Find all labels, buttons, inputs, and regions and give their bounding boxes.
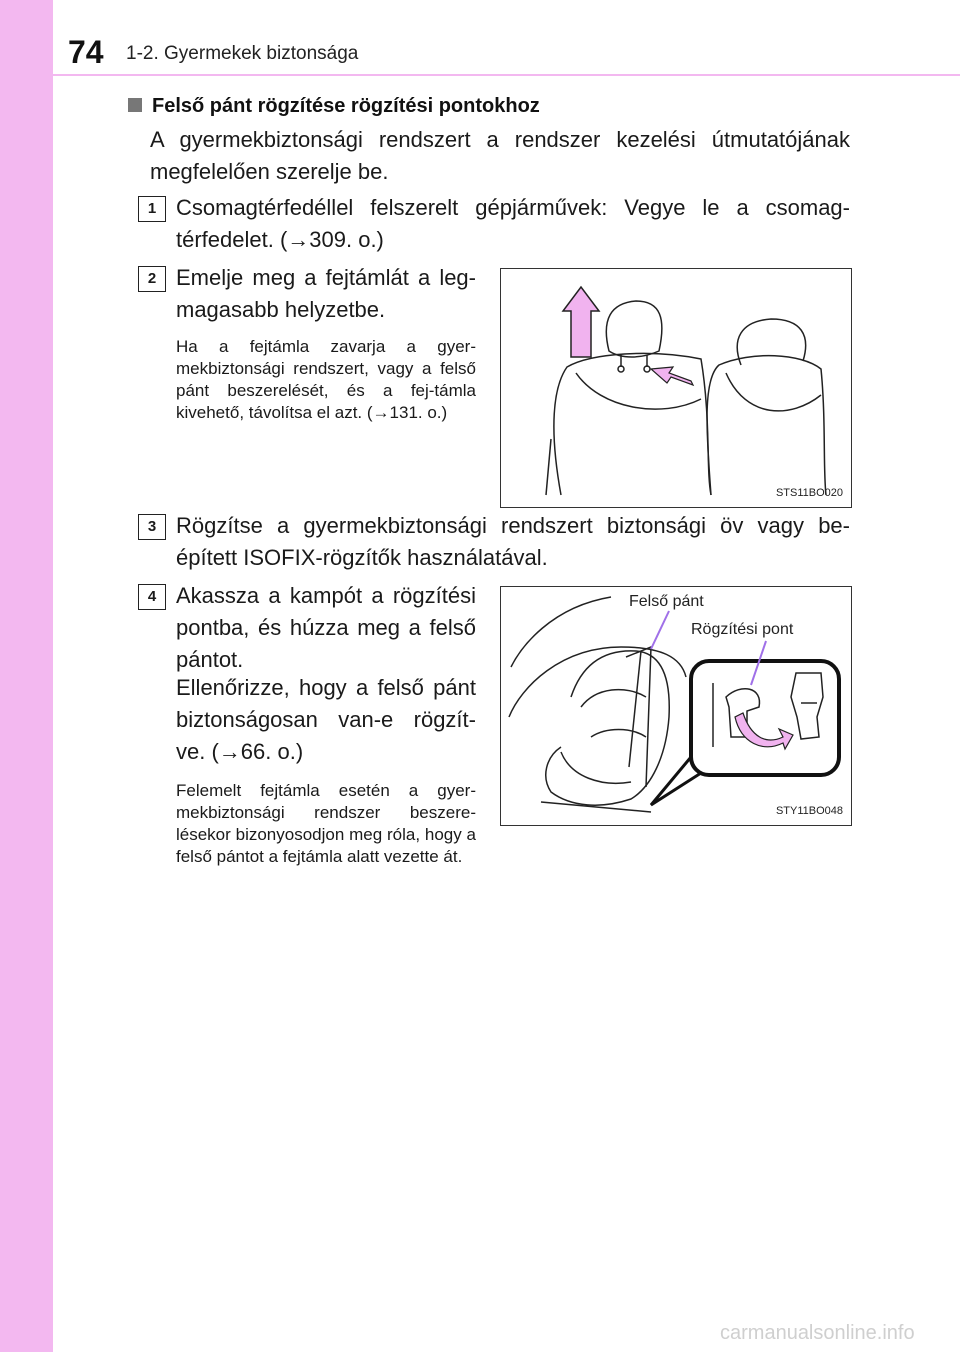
step-2-note: Ha a fejtámla zavarja a gyer-mekbiztonsági rendszert, vagy a felső pánt beszerelését, és a fej-támla kivehető, távolítsa el azt. (→131. o.) (176, 337, 476, 422)
child-seat-anchor-illustration-icon (501, 587, 850, 824)
section-heading (128, 95, 540, 118)
chapter-title: 1-2. Gyermekek biztonsága (126, 43, 359, 64)
step-4-note: Felemelt fejtámla esetén a gyer-mekbiztonsági rendszer beszere-lésekor bizonyosodjon meg róla, hogy a felső pántot a fejtámla alatt vezette át. (176, 781, 476, 866)
figure-code: STS11BO020 (775, 487, 843, 499)
watermark: carmanualsonline.info (720, 1322, 915, 1344)
step-3-text: Rögzítse a gyermekbiztonsági rendszert biztonsági öv vagy be-épített ISOFIX-rögzítők használatával. (176, 513, 850, 570)
headrest-raise-illustration-icon (501, 269, 850, 506)
chapter-sidebar-tab (0, 0, 53, 1352)
square-bullet-icon (128, 98, 142, 112)
step-4-check: Ellenőrizze, hogy a felső pánt biztonságosan van-e rögzít-ve. (→66. o.) (176, 675, 476, 764)
header-divider (53, 74, 960, 76)
step-number-2: 2 (138, 266, 166, 292)
intro-paragraph: A gyermekbiztonsági rendszert a rendszer kezelési útmutatójának megfelelően szerelje be. (150, 127, 850, 184)
label-top-strap: Felső pánt (629, 593, 704, 610)
step-number-1: 1 (138, 196, 166, 222)
page-number: 74 (68, 34, 104, 70)
step-1-text: Csomagtérfedéllel felszerelt gépjárművek: Vegye le a csomag-térfedelet. (→309. o.) (176, 195, 850, 252)
headrest-figure (500, 268, 852, 508)
anchor-figure (500, 586, 852, 826)
label-anchor-point: Rögzítési pont (691, 621, 794, 638)
step-4-text: Akassza a kampót a rögzítési pontba, és húzza meg a felső pántot. (176, 583, 476, 672)
step-2-text: Emelje meg a fejtámlát a leg-magasabb helyzetbe. (176, 265, 476, 322)
step-number-4: 4 (138, 584, 166, 610)
section-title: Felső pánt rögzítése rögzítési pontokhoz (152, 95, 540, 117)
figure-code: STY11BO048 (775, 805, 843, 817)
step-number-3: 3 (138, 514, 166, 540)
